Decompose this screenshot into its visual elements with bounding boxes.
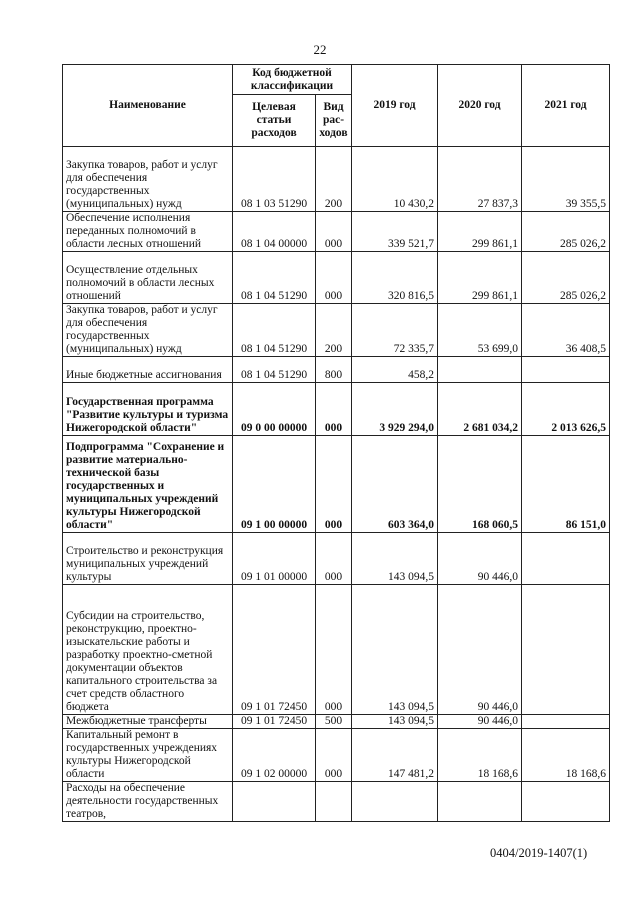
row-2020-cell bbox=[438, 782, 522, 822]
row-name-cell: Закупка товаров, работ и услуг для обеспечения государственных (муниципальных) нужд bbox=[63, 147, 233, 212]
row-2021-cell bbox=[522, 715, 610, 729]
row-2019-cell: 339 521,7 bbox=[352, 212, 438, 252]
row-kind-cell: 000 bbox=[316, 436, 352, 533]
row-code-cell: 08 1 04 00000 bbox=[233, 212, 316, 252]
table-row bbox=[63, 212, 610, 252]
row-code-cell: 09 1 00 00000 bbox=[233, 436, 316, 533]
row-code-cell: 08 1 04 51290 bbox=[233, 304, 316, 357]
row-2021-cell: 86 151,0 bbox=[522, 436, 610, 533]
row-2020-cell: 299 861,1 bbox=[438, 252, 522, 304]
row-2021-cell: 36 408,5 bbox=[522, 304, 610, 357]
row-2019-cell: 458,2 bbox=[352, 357, 438, 383]
row-2020-cell: 299 861,1 bbox=[438, 212, 522, 252]
row-name-cell: Расходы на обеспечение деятельности государственных театров, bbox=[63, 782, 233, 822]
row-2019-cell: 147 481,2 bbox=[352, 729, 438, 782]
row-kind-cell: 000 bbox=[316, 533, 352, 585]
row-name-cell: Субсидии на строительство, реконструкцию, проектно-изыскательские работы и разработку проектно-сметной документации объектов капитального строительства за счет средств областного бюджета bbox=[63, 585, 233, 715]
row-name-cell: Межбюджетные трансферты bbox=[63, 715, 233, 729]
row-2021-cell bbox=[522, 357, 610, 383]
table-row bbox=[63, 729, 610, 782]
row-kind-cell: 200 bbox=[316, 304, 352, 357]
row-code-cell: 08 1 03 51290 bbox=[233, 147, 316, 212]
row-2021-cell: 18 168,6 bbox=[522, 729, 610, 782]
row-kind-cell: 000 bbox=[316, 212, 352, 252]
row-name-cell: Капитальный ремонт в государственных учреждениях культуры Нижегородской области bbox=[63, 729, 233, 782]
row-2021-cell: 39 355,5 bbox=[522, 147, 610, 212]
header-target: Целевая статьи расходов bbox=[233, 95, 316, 147]
row-kind-cell: 500 bbox=[316, 715, 352, 729]
row-code-cell: 09 1 02 00000 bbox=[233, 729, 316, 782]
page-number: 22 bbox=[313, 42, 327, 57]
row-name-cell: Подпрограмма "Сохранение и развитие материально-технической базы государственных и муниципальных учреждений культуры Нижегородской области" bbox=[63, 436, 233, 533]
row-name-cell: Иные бюджетные ассигнования bbox=[63, 357, 233, 383]
row-kind-cell: 000 bbox=[316, 585, 352, 715]
table-row bbox=[63, 533, 610, 585]
row-2021-cell: 285 026,2 bbox=[522, 252, 610, 304]
row-code-cell: 09 1 01 72450 bbox=[233, 585, 316, 715]
table-row bbox=[63, 252, 610, 304]
row-code-cell: 08 1 04 51290 bbox=[233, 357, 316, 383]
row-2019-cell: 10 430,2 bbox=[352, 147, 438, 212]
row-2019-cell: 603 364,0 bbox=[352, 436, 438, 533]
row-kind-cell: 200 bbox=[316, 147, 352, 212]
row-2019-cell bbox=[352, 782, 438, 822]
row-2020-cell: 18 168,6 bbox=[438, 729, 522, 782]
row-2021-cell: 2 013 626,5 bbox=[522, 383, 610, 436]
table-row bbox=[63, 715, 610, 729]
header-2020: 2020 год bbox=[438, 65, 522, 147]
table-row bbox=[63, 383, 610, 436]
row-2020-cell: 53 699,0 bbox=[438, 304, 522, 357]
table-row bbox=[63, 585, 610, 715]
row-kind-cell: 800 bbox=[316, 357, 352, 383]
row-code-cell bbox=[233, 782, 316, 822]
row-code-cell: 09 0 00 00000 bbox=[233, 383, 316, 436]
row-2020-cell: 2 681 034,2 bbox=[438, 383, 522, 436]
table-row bbox=[63, 436, 610, 533]
row-2020-cell: 90 446,0 bbox=[438, 715, 522, 729]
row-kind-cell: 000 bbox=[316, 729, 352, 782]
row-2019-cell: 3 929 294,0 bbox=[352, 383, 438, 436]
row-2020-cell: 90 446,0 bbox=[438, 533, 522, 585]
budget-table bbox=[62, 64, 610, 822]
row-2021-cell bbox=[522, 585, 610, 715]
row-kind-cell: 000 bbox=[316, 383, 352, 436]
row-2019-cell: 143 094,5 bbox=[352, 715, 438, 729]
row-2021-cell bbox=[522, 782, 610, 822]
row-2020-cell bbox=[438, 357, 522, 383]
row-2021-cell: 285 026,2 bbox=[522, 212, 610, 252]
row-name-cell: Осуществление отдельных полномочий в области лесных отношений bbox=[63, 252, 233, 304]
row-kind-cell: 000 bbox=[316, 252, 352, 304]
header-classification: Код бюджетной классификации bbox=[233, 65, 352, 95]
row-name-cell: Закупка товаров, работ и услуг для обеспечения государственных (муниципальных) нужд bbox=[63, 304, 233, 357]
row-name-cell: Обеспечение исполнения переданных полномочий в области лесных отношений bbox=[63, 212, 233, 252]
row-2019-cell: 72 335,7 bbox=[352, 304, 438, 357]
table-row bbox=[63, 782, 610, 822]
table-row bbox=[63, 304, 610, 357]
row-code-cell: 09 1 01 72450 bbox=[233, 715, 316, 729]
table-row bbox=[63, 147, 610, 212]
row-2019-cell: 320 816,5 bbox=[352, 252, 438, 304]
row-code-cell: 09 1 01 00000 bbox=[233, 533, 316, 585]
row-2020-cell: 90 446,0 bbox=[438, 585, 522, 715]
document-code: 0404/2019-1407(1) bbox=[490, 846, 588, 860]
table-body bbox=[63, 147, 610, 822]
table-row bbox=[63, 357, 610, 383]
header-name: Наименование bbox=[63, 65, 233, 147]
row-code-cell: 08 1 04 51290 bbox=[233, 252, 316, 304]
header-2021: 2021 год bbox=[522, 65, 610, 147]
row-2020-cell: 27 837,3 bbox=[438, 147, 522, 212]
row-name-cell: Строительство и реконструкция муниципальных учреждений культуры bbox=[63, 533, 233, 585]
row-2021-cell bbox=[522, 533, 610, 585]
row-2019-cell: 143 094,5 bbox=[352, 533, 438, 585]
row-2020-cell: 168 060,5 bbox=[438, 436, 522, 533]
header-kind: Вид рас- ходов bbox=[316, 95, 352, 147]
row-2019-cell: 143 094,5 bbox=[352, 585, 438, 715]
row-name-cell: Государственная программа "Развитие культуры и туризма Нижегородской области" bbox=[63, 383, 233, 436]
header-2019: 2019 год bbox=[352, 65, 438, 147]
row-kind-cell bbox=[316, 782, 352, 822]
